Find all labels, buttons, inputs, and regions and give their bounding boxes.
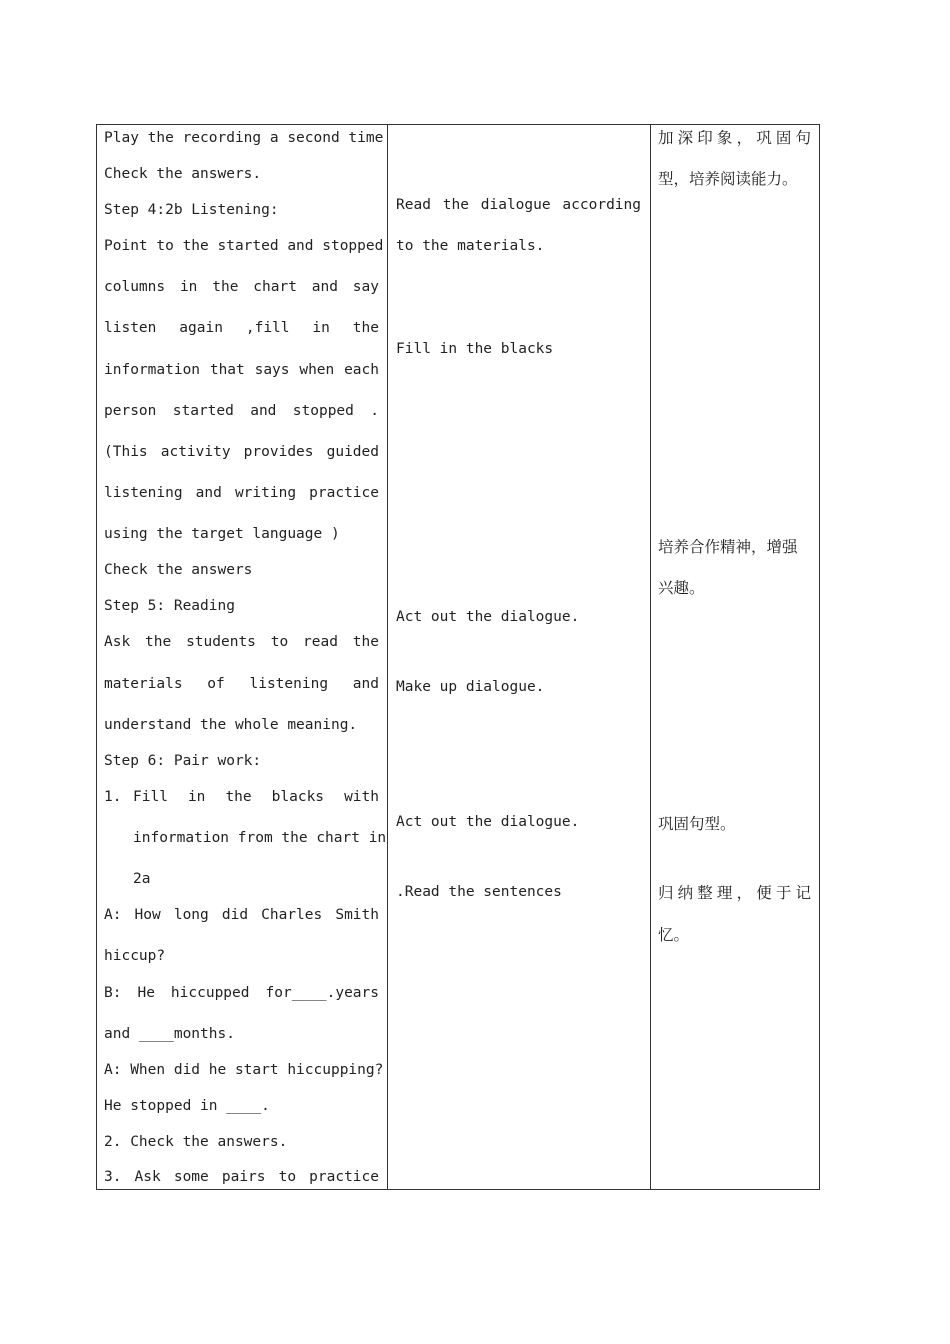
text-line: 忆。 [658, 926, 690, 944]
text-line: 3. Ask some pairs to practice [104, 1169, 379, 1185]
text-line: 兴趣。 [658, 579, 705, 597]
text-line: 归纳整理，便于记 [658, 884, 811, 902]
text-line: to the materials. [396, 238, 545, 254]
text-line: A: How long did Charles Smith [104, 907, 379, 923]
text-line: Fill in the blacks with [133, 789, 379, 805]
text-line: understand the whole meaning. [104, 717, 358, 733]
text-line: 型，培养阅读能力。 [658, 170, 798, 188]
text-line: Fill in the blacks [396, 341, 554, 357]
column-divider-1 [387, 125, 388, 1189]
text-line: Play the recording a second time [104, 130, 384, 146]
text-line: Check the answers [104, 562, 253, 578]
text-line: 2a [133, 871, 151, 887]
list-number: 1. [104, 789, 122, 805]
text-line: Act out the dialogue. [396, 609, 580, 625]
text-line: A: When did he start hiccupping? [104, 1062, 384, 1078]
text-line: He stopped in ____. [104, 1098, 270, 1114]
text-line: 2. Check the answers. [104, 1134, 288, 1150]
text-line: Ask the students to read the [104, 634, 379, 650]
text-line: 加深印象，巩固句 [658, 129, 811, 147]
text-line: columns in the chart and say [104, 279, 379, 295]
text-line: Point to the started and stopped [104, 238, 384, 254]
text-line: using the target language ) [104, 526, 340, 542]
text-line: (This activity provides guided [104, 444, 379, 460]
text-line: listening and writing practice [104, 485, 379, 501]
text-line: information from the chart in [133, 830, 387, 846]
step-heading: Step 4:2b Listening: [104, 202, 279, 218]
text-line: person started and stopped . [104, 403, 379, 419]
text-line: information that says when each [104, 362, 379, 378]
text-line: Check the answers. [104, 166, 262, 182]
text-line: B: He hiccupped for____.years [104, 985, 379, 1001]
step-heading: Step 6: Pair work: [104, 753, 262, 769]
text-line: and ____months. [104, 1026, 235, 1042]
text-line: hiccup? [104, 948, 166, 964]
text-line: .Read the sentences [396, 884, 562, 900]
column-divider-2 [650, 125, 651, 1189]
text-line: 巩固句型。 [658, 815, 736, 833]
text-line: Read the dialogue according [396, 197, 641, 213]
text-line: materials of listening and [104, 676, 379, 692]
text-line: 培养合作精神，增强 [658, 538, 798, 556]
text-line: Make up dialogue. [396, 679, 545, 695]
text-line: listen again ,fill in the [104, 320, 379, 336]
text-line: Act out the dialogue. [396, 814, 580, 830]
step-heading: Step 5: Reading [104, 598, 235, 614]
